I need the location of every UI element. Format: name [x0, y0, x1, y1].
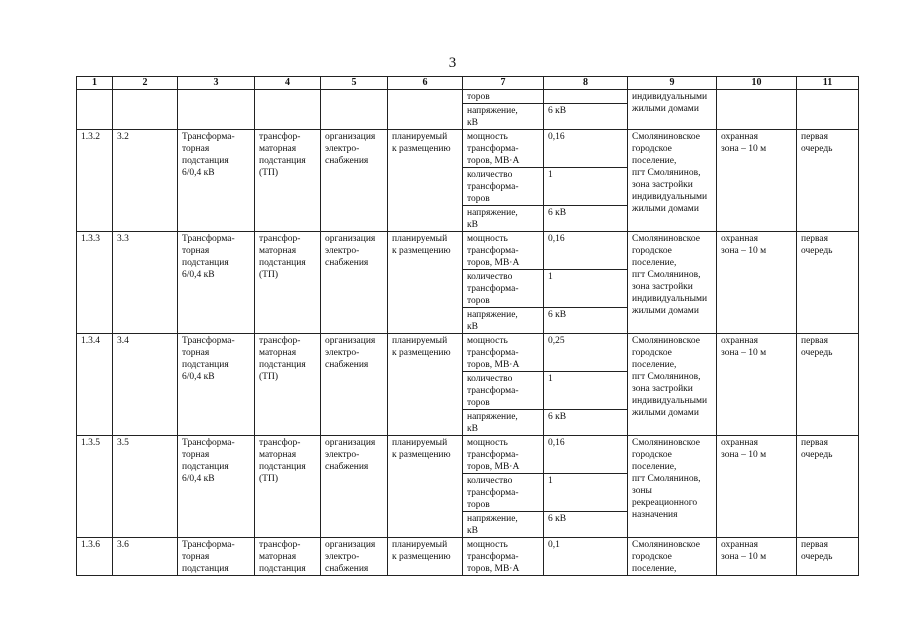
- col-header: 2: [113, 77, 178, 90]
- param-value-cell: 1: [544, 474, 628, 512]
- table-row: [77, 232, 859, 270]
- purpose-cell: организация электро- снабжения: [321, 538, 388, 576]
- param-value-cell: 6 кВ: [544, 410, 628, 436]
- location-cell: Смоляниновское городское поселение, пгт Смолянинов, зоны рекреационного назначения: [628, 436, 717, 538]
- param-name-cell: количество трансформа- торов: [463, 372, 544, 410]
- col-header: 1: [77, 77, 113, 90]
- priority-cell: первая очередь: [797, 538, 859, 576]
- item-number-cell: 1.3.3: [77, 232, 113, 334]
- object-name-cell: Трансформа- торная подстанция: [178, 538, 255, 576]
- param-name-cell: количество трансформа- торов: [463, 474, 544, 512]
- status-cell: планируемый к размещению: [388, 232, 463, 334]
- item-number-cell: 1.3.4: [77, 334, 113, 436]
- priority-cell: первая очередь: [797, 436, 859, 538]
- item-code-cell: 3.4: [113, 334, 178, 436]
- item-code-cell: 3.2: [113, 130, 178, 232]
- param-value-cell: 6 кВ: [544, 104, 628, 130]
- priority-cell: первая очередь: [797, 334, 859, 436]
- col-header: 5: [321, 77, 388, 90]
- item-code-cell: 3.5: [113, 436, 178, 538]
- location-cell: индивидуальными жилыми домами: [628, 90, 717, 130]
- param-value-cell: 1: [544, 270, 628, 308]
- table-row: [77, 334, 859, 372]
- empty-cell: [255, 90, 321, 130]
- status-cell: планируемый к размещению: [388, 538, 463, 576]
- param-name-cell: мощность трансформа- торов, МВ·А: [463, 436, 544, 474]
- col-header: 9: [628, 77, 717, 90]
- purpose-cell: организация электро- снабжения: [321, 334, 388, 436]
- param-value-cell: 6 кВ: [544, 206, 628, 232]
- table-row: [77, 538, 859, 576]
- empty-cell: [388, 90, 463, 130]
- param-name-cell: мощность трансформа- торов, МВ·А: [463, 538, 544, 576]
- purpose-cell: организация электро- снабжения: [321, 436, 388, 538]
- empty-cell: [178, 90, 255, 130]
- item-code-cell: 3.6: [113, 538, 178, 576]
- object-type-cell: трансфор- маторная подстанция (ТП): [255, 334, 321, 436]
- planning-table: [76, 76, 859, 576]
- empty-cell: [113, 90, 178, 130]
- object-name-cell: Трансформа- торная подстанция 6/0,4 кВ: [178, 232, 255, 334]
- status-cell: планируемый к размещению: [388, 130, 463, 232]
- empty-cell: [77, 90, 113, 130]
- status-cell: планируемый к размещению: [388, 334, 463, 436]
- col-header: 11: [797, 77, 859, 90]
- purpose-cell: организация электро- снабжения: [321, 130, 388, 232]
- param-name-cell: напряжение, кВ: [463, 410, 544, 436]
- col-header: 8: [544, 77, 628, 90]
- location-cell: Смоляниновское городское поселение, пгт Смолянинов, зона застройки индивидуальными жилыми домами: [628, 334, 717, 436]
- table-row: [77, 90, 859, 104]
- object-type-cell: трансфор- маторная подстанция: [255, 538, 321, 576]
- object-name-cell: Трансформа- торная подстанция 6/0,4 кВ: [178, 334, 255, 436]
- param-name-cell: количество трансформа- торов: [463, 270, 544, 308]
- location-cell: Смоляниновское городское поселение, пгт Смолянинов, зона застройки индивидуальными жилыми домами: [628, 130, 717, 232]
- param-value-cell: 0,16: [544, 436, 628, 474]
- location-cell: Смоляниновское городское поселение, пгт Смолянинов, зона застройки индивидуальными жилыми домами: [628, 232, 717, 334]
- item-number-cell: 1.3.5: [77, 436, 113, 538]
- param-value-cell: 0,16: [544, 130, 628, 168]
- priority-cell: первая очередь: [797, 232, 859, 334]
- col-header: 4: [255, 77, 321, 90]
- param-value-cell: 0,1: [544, 538, 628, 576]
- purpose-cell: организация электро- снабжения: [321, 232, 388, 334]
- param-name-cell: мощность трансформа- торов, МВ·А: [463, 130, 544, 168]
- param-value-cell: 6 кВ: [544, 512, 628, 538]
- table-row: [77, 436, 859, 474]
- object-type-cell: трансфор- маторная подстанция (ТП): [255, 130, 321, 232]
- zone-cell: охранная зона – 10 м: [717, 232, 797, 334]
- empty-cell: [797, 90, 859, 130]
- param-name-cell: количество трансформа- торов: [463, 168, 544, 206]
- param-name-cell: напряжение, кВ: [463, 512, 544, 538]
- param-name-cell: напряжение, кВ: [463, 308, 544, 334]
- col-header: 10: [717, 77, 797, 90]
- item-code-cell: 3.3: [113, 232, 178, 334]
- empty-cell: [717, 90, 797, 130]
- page-number: 3: [448, 55, 457, 71]
- col-header: 6: [388, 77, 463, 90]
- param-value-cell: 1: [544, 372, 628, 410]
- param-value-cell: [544, 90, 628, 104]
- param-value-cell: 0,25: [544, 334, 628, 372]
- zone-cell: охранная зона – 10 м: [717, 538, 797, 576]
- item-number-cell: 1.3.2: [77, 130, 113, 232]
- status-cell: планируемый к размещению: [388, 436, 463, 538]
- table-row: [77, 130, 859, 168]
- param-name-cell: напряжение, кВ: [463, 104, 544, 130]
- priority-cell: первая очередь: [797, 130, 859, 232]
- location-cell: Смоляниновское городское поселение,: [628, 538, 717, 576]
- col-header: 3: [178, 77, 255, 90]
- object-type-cell: трансфор- маторная подстанция (ТП): [255, 232, 321, 334]
- param-name-cell: торов: [463, 90, 544, 104]
- param-name-cell: мощность трансформа- торов, МВ·А: [463, 334, 544, 372]
- zone-cell: охранная зона – 10 м: [717, 334, 797, 436]
- param-value-cell: 6 кВ: [544, 308, 628, 334]
- zone-cell: охранная зона – 10 м: [717, 130, 797, 232]
- table-body: [77, 90, 859, 576]
- param-name-cell: напряжение, кВ: [463, 206, 544, 232]
- param-value-cell: 0,16: [544, 232, 628, 270]
- col-header: 7: [463, 77, 544, 90]
- object-name-cell: Трансформа- торная подстанция 6/0,4 кВ: [178, 130, 255, 232]
- header-row: [77, 77, 859, 90]
- item-number-cell: 1.3.6: [77, 538, 113, 576]
- object-type-cell: трансфор- маторная подстанция (ТП): [255, 436, 321, 538]
- param-value-cell: 1: [544, 168, 628, 206]
- zone-cell: охранная зона – 10 м: [717, 436, 797, 538]
- object-name-cell: Трансформа- торная подстанция 6/0,4 кВ: [178, 436, 255, 538]
- empty-cell: [321, 90, 388, 130]
- param-name-cell: мощность трансформа- торов, МВ·А: [463, 232, 544, 270]
